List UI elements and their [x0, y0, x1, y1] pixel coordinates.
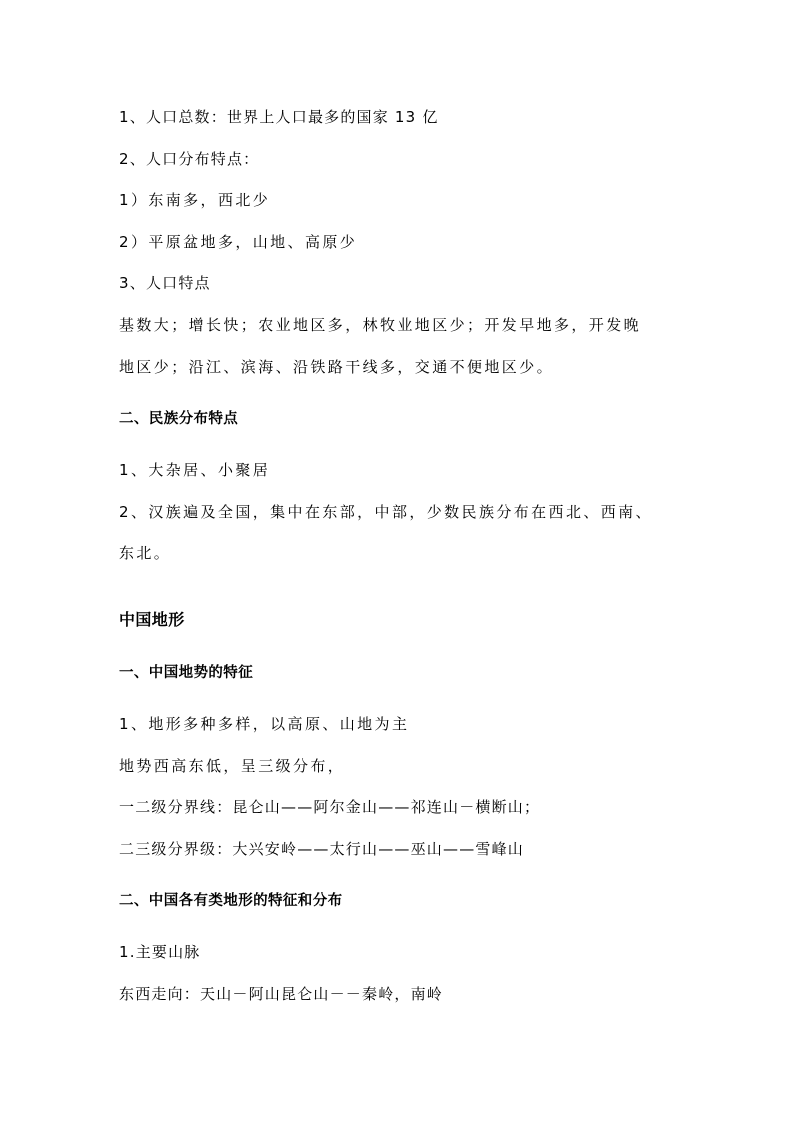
- ethnic-point-1: 1、大杂居、小聚居: [119, 461, 271, 479]
- first-second-boundary: 一二级分界线：昆仑山——阿尔金山——祁连山－横断山；: [119, 798, 541, 816]
- landform-types-heading: 二、中国各有类地形的特征和分布: [119, 893, 343, 909]
- china-terrain-heading: 中国地形: [119, 610, 185, 629]
- population-total-line: 1、人口总数：世界上人口最多的国家 13 亿: [119, 108, 439, 126]
- population-features-title: 3、人口特点: [119, 274, 211, 292]
- second-third-boundary: 二三级分界级：大兴安岭——太行山——巫山——雪峰山: [119, 840, 525, 858]
- ethnic-point-2-line-1: 2、汉族遍及全国，集中在东部，中部，少数民族分布在西北、西南、: [119, 503, 653, 521]
- population-features-text-1: 基数大；增长快；农业地区多，林牧业地区少；开发早地多，开发晚: [119, 316, 642, 334]
- main-mountains-title: 1.主要山脉: [119, 943, 201, 961]
- ethnic-distribution-heading: 二、民族分布特点: [119, 411, 239, 427]
- ethnic-point-2-line-2: 东北。: [119, 544, 172, 562]
- terrain-point-1: 1、地形多种多样，以高原、山地为主: [119, 715, 410, 733]
- distribution-point-2: 2）平原盆地多，山地、高原少: [119, 233, 358, 251]
- distribution-point-1: 1）东南多，西北少: [119, 191, 271, 209]
- terrain-elevation-text: 地势西高东低，呈三级分布，: [119, 757, 346, 775]
- east-west-mountains-text: 东西走向：天山－阿山昆仑山－－秦岭，南岭: [119, 985, 444, 1003]
- population-features-text-2: 地区少；沿江、滨海、沿铁路干线多，交通不便地区少。: [119, 358, 555, 376]
- population-distribution-title: 2、人口分布特点：: [119, 150, 260, 168]
- terrain-features-heading: 一、中国地势的特征: [119, 665, 254, 681]
